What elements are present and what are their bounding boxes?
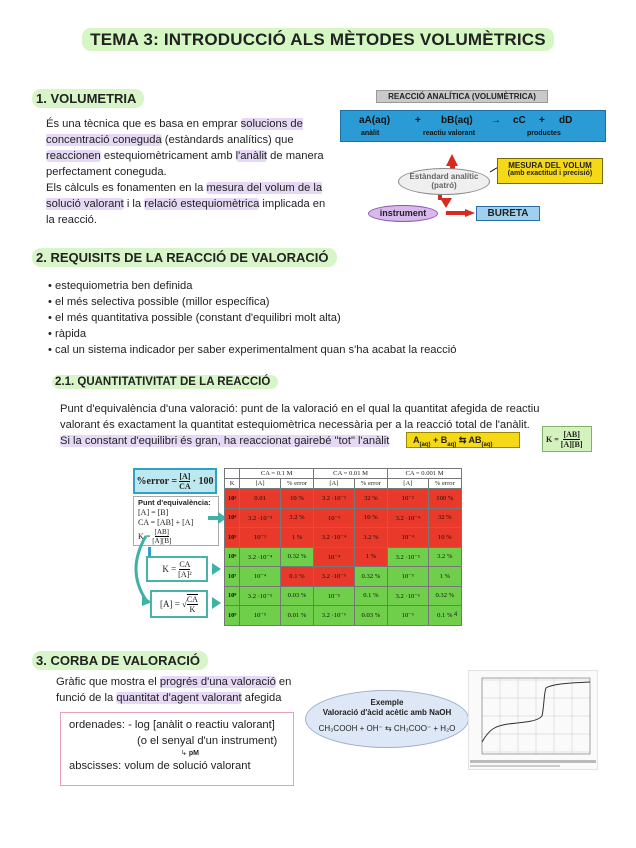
- arrow-icon: [212, 597, 221, 609]
- table-cell: 10⁻³: [314, 508, 355, 528]
- curve-arrow: [122, 530, 152, 610]
- table-cell: 3.2 %: [428, 547, 461, 567]
- table-cell: 0.32 %: [280, 547, 313, 567]
- requirements-list: [48, 278, 456, 358]
- table-cell: 10⁻⁴: [314, 547, 355, 567]
- page-number: 4: [454, 612, 458, 618]
- table-cell: 3.2 ·10⁻⁵: [314, 567, 355, 587]
- table-row: [225, 489, 462, 509]
- table-cell: 10⁻⁵: [388, 567, 429, 587]
- arrow-shaft: [208, 516, 218, 520]
- table-cell: 10⁻⁵: [314, 586, 355, 606]
- equilibrium-reaction: $A_{(aq)} + B_{aq)}$ ⇆ $AB_{(aq)}$: [406, 432, 520, 448]
- table-cell: 3.2 ·10⁻²: [314, 489, 355, 509]
- reaction-box: aA(aq) + bB(aq) → cC + dD anàlit reactiu valorant productes: [340, 110, 606, 142]
- table-cell: 3.2 ·10⁻⁴: [314, 528, 355, 548]
- quantitativity-table: [224, 468, 462, 626]
- col-header: CA = 0.001 M: [388, 469, 462, 479]
- table-cell: 3.2 ·10⁻⁵: [240, 586, 281, 606]
- sub-header: [A]: [388, 479, 429, 489]
- table-cell: 0.01 %: [280, 606, 313, 626]
- a-formula: [A] = √ CA K: [150, 590, 208, 618]
- sub-header: % error: [280, 479, 313, 489]
- table-cell: 10⁻⁵: [240, 606, 281, 626]
- table-cell: 10⁻⁴: [240, 567, 281, 587]
- table-cell: 10⁻⁶: [388, 606, 429, 626]
- table-row: [225, 606, 462, 626]
- example-ellipse: Exemple Valoració d'àcid acètic amb NaOH CH₃COOH + OH⁻ ⇆ CH₃COO⁻ + H₂O: [305, 690, 469, 748]
- error-formula: %error = $\frac{[A]}{CA}$ · 100: [133, 468, 217, 494]
- table-row: [225, 547, 462, 567]
- list-item: • ràpida: [48, 328, 87, 340]
- table-cell: 0.1 %: [280, 567, 313, 587]
- table-cell: 10 %: [428, 528, 461, 548]
- table-cell: 3.2 ·10⁻⁶: [314, 606, 355, 626]
- list-item: • estequiometria ben definida: [48, 280, 193, 292]
- reaction-header: REACCIÓ ANALÍTICA (VOLUMÈTRICA): [376, 90, 548, 103]
- table-cell: 10 %: [280, 489, 313, 509]
- table-cell: 10⁻²: [388, 489, 429, 509]
- table-cell: 0.03 %: [280, 586, 313, 606]
- sub-header: K: [225, 479, 240, 489]
- axes-box: ordenades: - log [anàlit o reactiu valorant] (o el senyal d'un instrument) ↳ pM abscisses: volum de solució valorant: [60, 712, 294, 786]
- table-cell: 32 %: [428, 508, 461, 528]
- estandard-ellipse: Estàndard analític (patró): [398, 168, 490, 195]
- sub-header: % error: [354, 479, 387, 489]
- equivalence-box: Punt d'equivalència: [A] = [B] CA = [AB] + [A] K = $\frac{[AB]}{[A][B]}$: [133, 496, 219, 546]
- table-cell: 1 %: [280, 528, 313, 548]
- section-2-heading: 2. REQUISITS DE LA REACCIÓ DE VALORACIÓ: [32, 250, 337, 265]
- col-header: CA = 0.01 M: [314, 469, 388, 479]
- s3-paragraph: Gràfic que mostra el progrés d'una valoració en funció de la quantitat d'agent valorant afegida: [56, 676, 292, 704]
- instrument-ellipse: instrument: [368, 205, 438, 222]
- section-3-heading: 3. CORBA DE VALORACIÓ: [32, 653, 208, 668]
- arrow-icon: [212, 563, 221, 575]
- k-cell: 10⁸: [225, 586, 240, 606]
- table-cell: 32 %: [354, 489, 387, 509]
- page-title: TEMA 3: INTRODUCCIÓ ALS MÈTODES VOLUMÈTRICS: [0, 30, 636, 50]
- k-cell: 10⁶: [225, 547, 240, 567]
- table-cell: 3.2 ·10⁻⁵: [388, 547, 429, 567]
- s21-paragraph-2: Si la constant d'equilibri és gran, ha reaccionat gairebé "tot" l'anàlit: [60, 435, 390, 447]
- table-cell: 3.2 %: [354, 528, 387, 548]
- table-cell: 10 %: [354, 508, 387, 528]
- table-cell: 3.2 %: [280, 508, 313, 528]
- bureta-box: BURETA: [476, 206, 540, 221]
- sub-header: [A]: [314, 479, 355, 489]
- k-cell: 10⁹: [225, 606, 240, 626]
- table-row: [225, 508, 462, 528]
- table-cell: 3.2 ·10⁻⁶: [388, 586, 429, 606]
- k-cell: 10⁴: [225, 508, 240, 528]
- table-cell: 0.32 %: [354, 567, 387, 587]
- k-cell: 10⁵: [225, 528, 240, 548]
- table-cell: 0.1 %: [354, 586, 387, 606]
- list-item: • cal un sistema indicador per saber experimentalment quan s'ha acabat la reacció: [48, 344, 457, 356]
- table-row: [225, 567, 462, 587]
- titration-curve-figure: [468, 670, 598, 770]
- table-cell: 3.2 ·10⁻⁴: [388, 508, 429, 528]
- mesura-box: MESURA DEL VOLUM (amb exactitud i precisió): [497, 158, 603, 184]
- sub-header: % error: [428, 479, 461, 489]
- section-1-heading: 1. VOLUMETRIA: [32, 91, 144, 106]
- table-cell: 3.2 ·10⁻³: [240, 508, 281, 528]
- table-row: [225, 586, 462, 606]
- sub-header: [A]: [240, 479, 281, 489]
- list-item: • el més selectiva possible (millor específica): [48, 296, 270, 308]
- col-header: CA = 0.1 M: [240, 469, 314, 479]
- s1-paragraph: És una tècnica que es basa en emprar solucions de concentració coneguda (estàndards analítics) que reaccionen estequiomètricament amb l'anàlit de manera perfectament coneguda. Els càlculs es fonamenten en la mesura del volum de la solució valorant i la relació estequiomètrica implicada en la reacció.: [46, 118, 326, 226]
- table-cell: 0.1 %: [428, 606, 461, 626]
- table-cell: 10⁻³: [240, 528, 281, 548]
- k-cell: 10²: [225, 489, 240, 509]
- list-item: • el més quantitativa possible (constant d'equilibri molt alta): [48, 312, 341, 324]
- table-cell: 100 %: [428, 489, 461, 509]
- table-cell: 10⁻⁴: [388, 528, 429, 548]
- k-cell: 10⁷: [225, 567, 240, 587]
- section-2-1-heading: 2.1. QUANTITATIVITAT DE LA REACCIÓ: [52, 376, 278, 388]
- k-formula: K = $\frac{[AB]}{[A][B]}$: [542, 426, 592, 452]
- table-cell: 0.01: [240, 489, 281, 509]
- table-cell: 0.03 %: [354, 606, 387, 626]
- table-cell: 1 %: [428, 567, 461, 587]
- s21-paragraph: Punt d'equivalència d'una valoració: punt de la valoració en el qual la quantitat afegida de reactiu valorant és exactament la quantitat estequiomètrica necessària per a la reacció total de l'anàlit.: [60, 403, 540, 431]
- table-cell: 0.32 %: [428, 586, 461, 606]
- k-ca-formula: K = $\frac{CA}{\text{[A]²}}$: [146, 556, 208, 582]
- table-cell: 3.2 ·10⁻⁴: [240, 547, 281, 567]
- table-row: [225, 528, 462, 548]
- table-cell: 1 %: [354, 547, 387, 567]
